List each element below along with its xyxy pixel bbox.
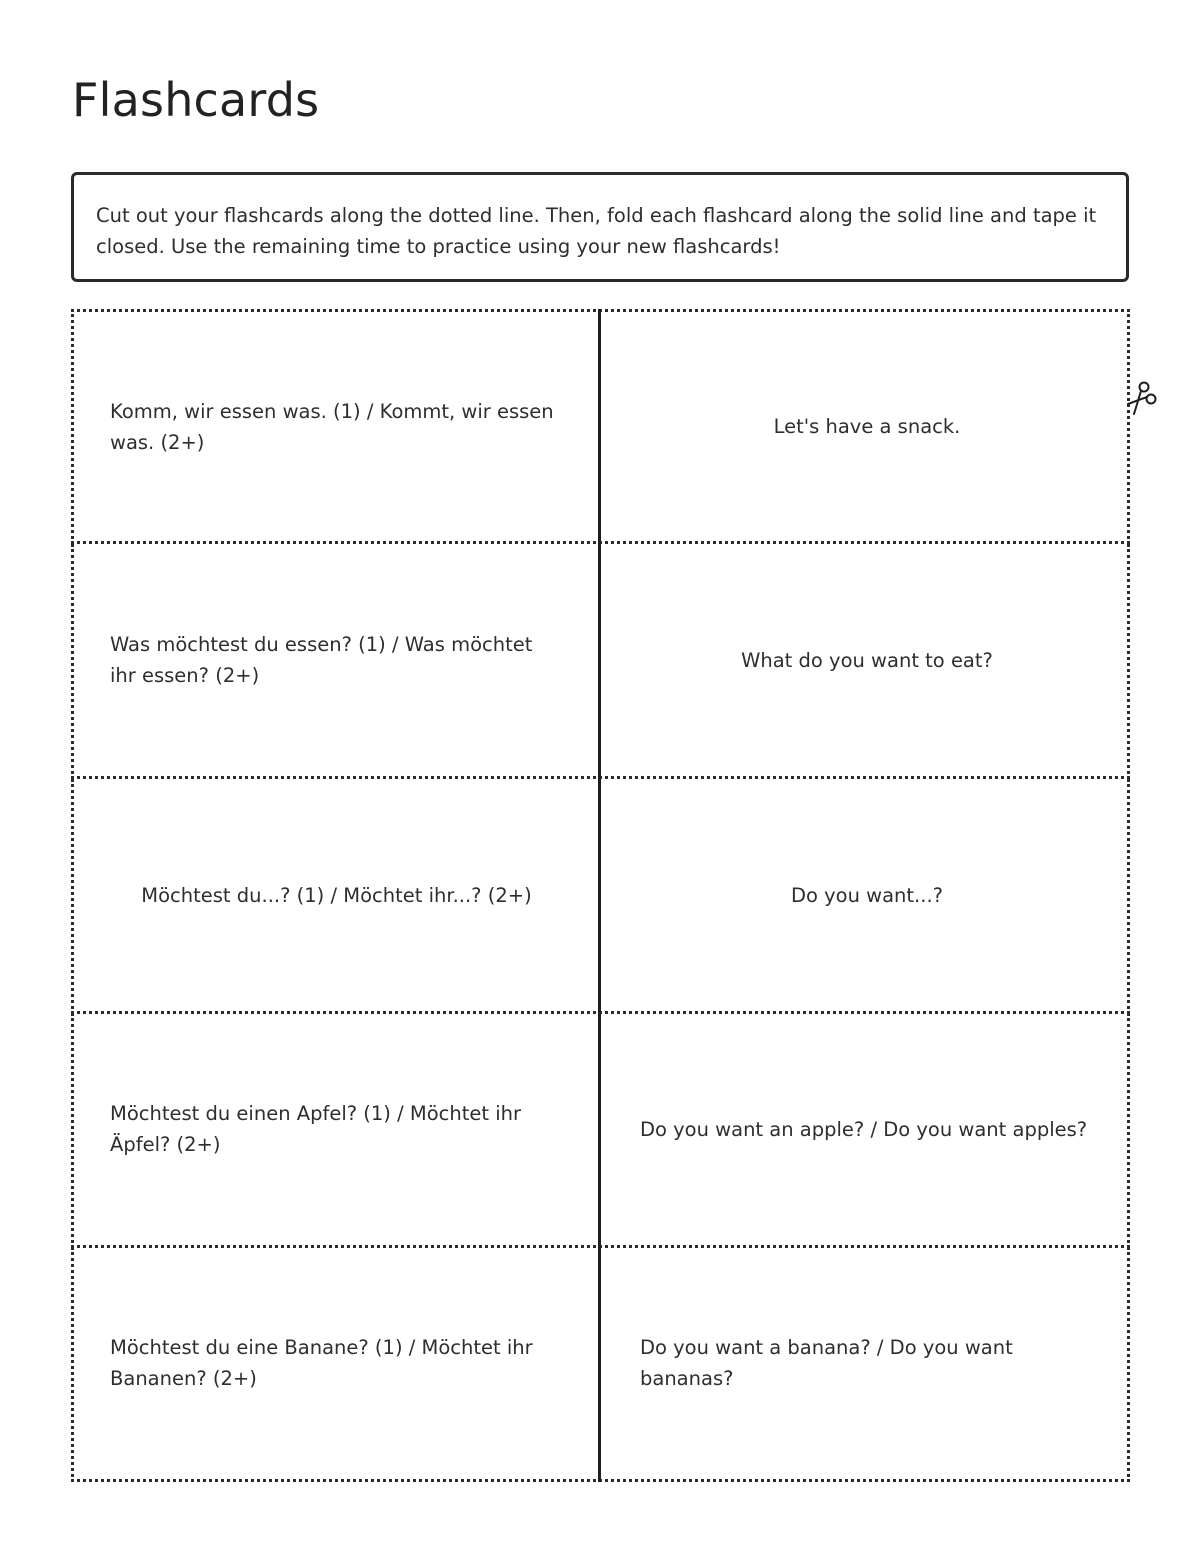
- flashcard-back: [604, 779, 1130, 1011]
- instructions-text: Cut out your flashcards along the dotted line. Then, fold each flashcard along the solid line and tape it closed. Use the remaining time to practice using your new flashcards!: [96, 204, 1097, 258]
- instructions-box: [71, 172, 1129, 282]
- flashcard-front: [74, 1247, 601, 1479]
- fold-line: [598, 309, 601, 1482]
- page-title: Flashcards: [72, 73, 320, 127]
- flashcard-sheet: [71, 309, 1130, 1482]
- flashcard-back-text: Do you want...?: [790, 883, 944, 907]
- flashcard-front-text: Möchtest du eine Banane? (1) / Möchtet ihr Bananen? (2+): [110, 1336, 533, 1390]
- flashcard-front: [74, 544, 601, 776]
- flashcard-back: [604, 1247, 1130, 1479]
- scissors-icon: [1124, 378, 1158, 418]
- flashcard-back: [604, 1013, 1130, 1245]
- flashcard-back-text: Let's have a snack.: [773, 415, 961, 438]
- flashcard-front: [74, 312, 601, 541]
- flashcard-back: [604, 312, 1130, 541]
- flashcard-front-text: Komm, wir essen was. (1) / Kommt, wir essen was. (2+): [110, 399, 554, 454]
- flashcard-back-text: Do you want an apple? / Do you want apples?: [640, 1117, 1088, 1141]
- flashcard-front-text: Möchtest du...? (1) / Möchtet ihr...? (2+): [141, 883, 532, 907]
- flashcard-back: [604, 544, 1130, 776]
- flashcard-front: [74, 1013, 601, 1245]
- flashcard-front-text: Möchtest du einen Apfel? (1) / Möchtet ihr Äpfel? (2+): [110, 1102, 521, 1156]
- flashcard-back-text: What do you want to eat?: [741, 648, 993, 672]
- flashcard-front-text: Was möchtest du essen? (1) / Was möchtet ihr essen? (2+): [110, 633, 533, 687]
- flashcard-back-text: Do you want a banana? / Do you want bananas?: [640, 1336, 1013, 1390]
- flashcard-front: [74, 779, 601, 1011]
